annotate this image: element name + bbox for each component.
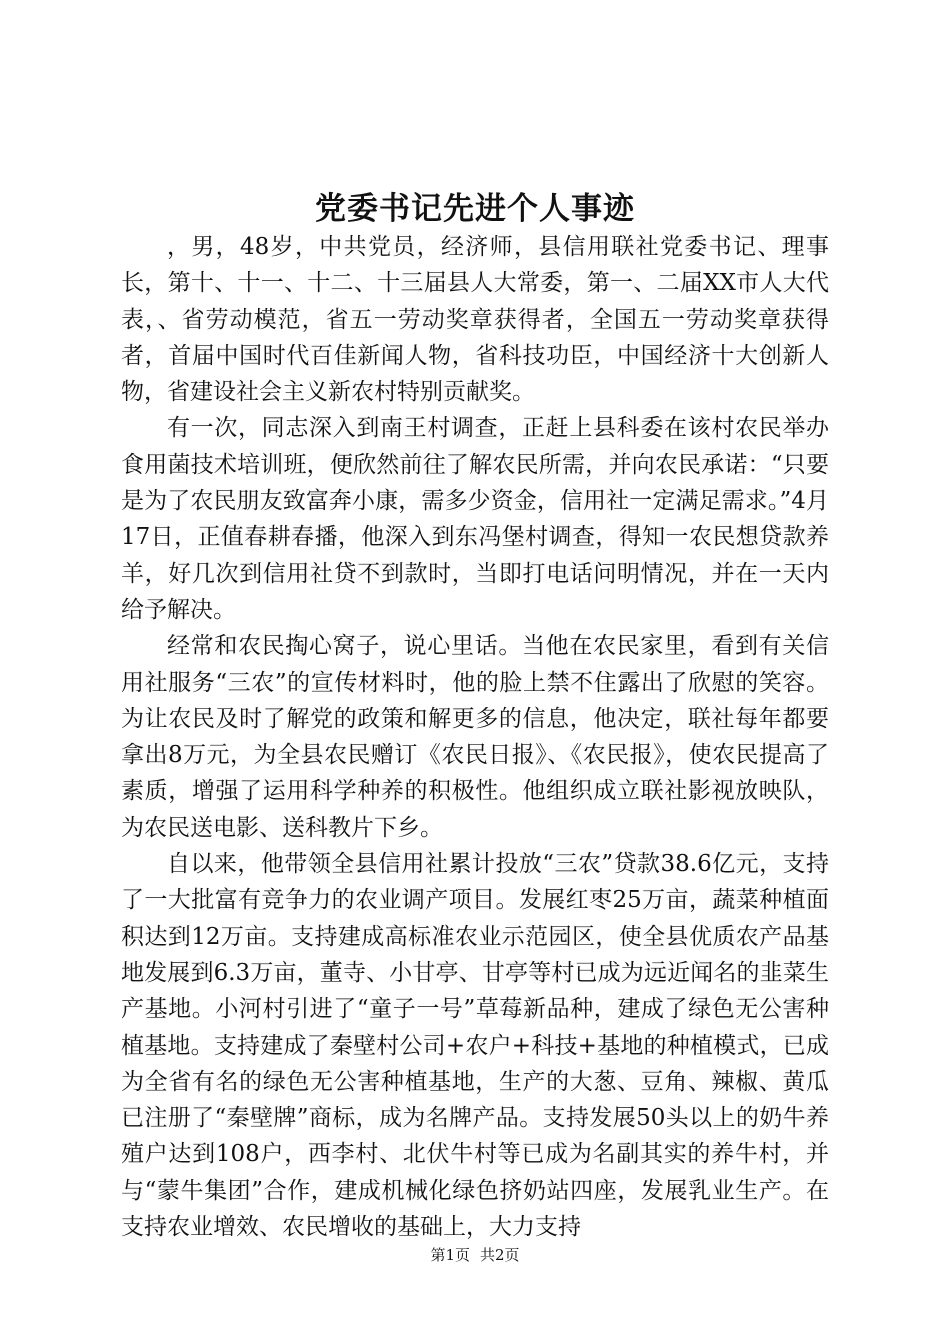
document-title: 党委书记先进个人事迹 — [315, 191, 635, 227]
body-paragraph-1: ，男，48岁，中共党员，经济师，县信用联社党委书记、理事长，第十、十一、十二、十三届县人大常委，第一、二届XX市人大代表，、省劳动模范，省五一劳动奖章获得者，全国五一劳动奖章获得者，首届中国时代百佳新闻人物，省科技功臣，中国经济十大创新人物，省建设社会主义新农村特别贡献奖。 — [121, 234, 829, 406]
document-body — [121, 229, 829, 1245]
page-footer — [0, 1245, 950, 1265]
page-number: 第1页 — [430, 1246, 470, 1264]
body-paragraph-4: 自以来，他带领全县信用社累计投放“三农”贷款38.6亿元，支持了一大批富有竞争力的农业调产项目。发展红枣25万亩，蔬菜种植面积达到12万亩。支持建成高标准农业示范园区，使全县优质农产品基地发展到6.3万亩，董寺、小甘亭、甘亭等村已成为远近闻名的韭菜生产基地。小河村引进了“童子一号”草莓新品种，建成了绿色无公害种植基地。支持建成了秦壁村公司+农户+科技+基地的种植模式，已成为全省有名的绿色无公害种植基地，生产的大葱、豆角、辣椒、黄瓜已注册了“秦壁牌”商标，成为名牌产品。支持发展50头以上的奶牛养殖户达到108户，西李村、北伏牛村等已成为名副其实的养牛村，并与“蒙牛集团”合作，建成机械化绿色挤奶站四座，发展乳业生产。在支持农业增效、农民增收的基础上，大力支持 — [121, 851, 829, 1241]
body-paragraph-3: 经常和农民掏心窝子，说心里话。当他在农民家里，看到有关信用社服务“三农”的宣传材料时，他的脸上禁不住露出了欣慰的笑容。为让农民及时了解党的政策和解更多的信息，他决定，联社每年都要拿出8万元，为全县农民赠订《农民日报》、《农民报》，使农民提高了素质，增强了运用科学种养的积极性。他组织成立联社影视放映队，为农民送电影、送科教片下乡。 — [121, 633, 829, 841]
page-total: 共2页 — [480, 1246, 520, 1264]
body-paragraph-2: 有一次，同志深入到南王村调查，正赶上县科委在该村农民举办食用菌技术培训班，便欣然前往了解农民所需，并向农民承诺：“只要是为了农民朋友致富奔小康，需多少资金，信用社一定满足需求。”4月17日，正值春耕春播，他深入到东冯堡村调查，得知一农民想贷款养羊，好几次到信用社贷不到款时，当即打电话问明情况，并在一天内给予解决。 — [121, 415, 829, 623]
